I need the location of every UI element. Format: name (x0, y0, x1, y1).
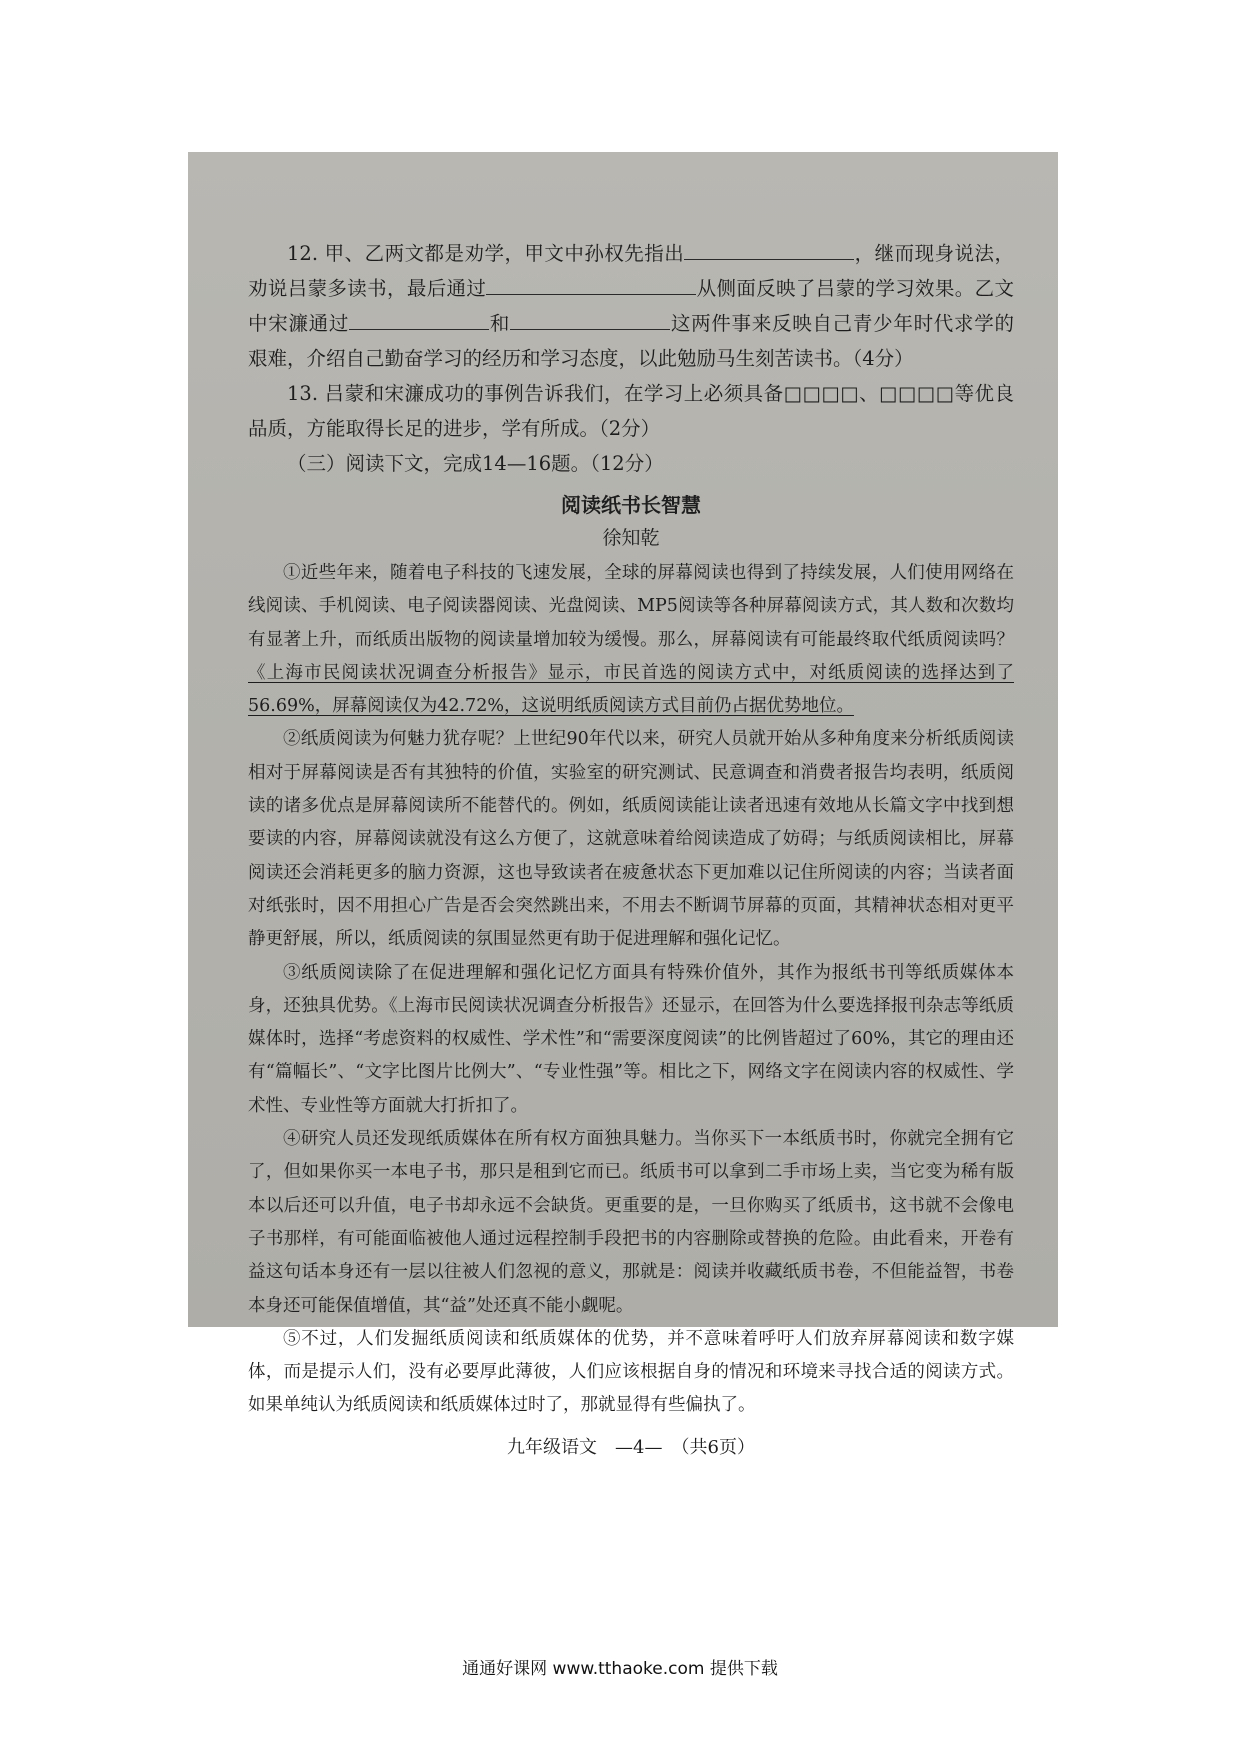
article-paragraph-1 (248, 557, 1014, 723)
section-3-instruction: （三）阅读下文，完成14—16题。（12分） (287, 452, 664, 475)
article-paragraph-4: ④研究人员还发现纸质媒体在所有权方面独具魅力。当你买下一本纸质书时，你就完全拥有它了，但如果你买一本电子书，那只是租到它而已。纸质书可以拿到二手市场上卖，当它变为稀有版本以后还可以升值，电子书却永远不会缺货。更重要的是，一旦你购买了纸质书，这书就不会像电子书那样，有可能面临被他人通过远程控制手段把书的内容删除或替换的危险。由此看来，开卷有益这句话本身还有一层以往被人们忽视的意义，那就是：阅读并收藏纸质书卷，不但能益智，书卷本身还可能保值增值，其“益”处还真不能小觑呢。 (248, 1129, 1014, 1316)
question-12 (248, 236, 1014, 376)
paragraph-1-underlined: 《上海市民阅读状况调查分析报告》显示，市民首选的阅读方式中，对纸质阅读的选择达到了56.69%，屏幕阅读仅为42.72%，这说明纸质阅读方式目前仍占据优势地位。 (248, 662, 1014, 717)
q12-text-4: 和 (489, 312, 511, 335)
article-title: 阅读纸书长智慧 (561, 493, 701, 517)
question-13 (248, 376, 1014, 446)
answer-blank-12c[interactable] (349, 307, 489, 330)
answer-boxes-13a[interactable]: □□□□ (783, 382, 860, 405)
article-author: 徐知乾 (602, 527, 660, 549)
page-footer: 九年级语文 —4— （共6页） (507, 1436, 755, 1458)
article-paragraph-2: ②纸质阅读为何魅力犹存呢？上世纪90年代以来，研究人员就开始从多种角度来分析纸质阅读相对于屏幕阅读是否有其独特的价值，实验室的研究测试、民意调查和消费者报告均表明，纸质阅读的诸多优点是屏幕阅读所不能替代的。例如，纸质阅读能让读者迅速有效地从长篇文字中找到想要读的内容，屏幕阅读就没有这么方便了，这就意味着给阅读造成了妨碍；与纸质阅读相比，屏幕阅读还会消耗更多的脑力资源，这也导致读者在疲惫状态下更加难以记住所阅读的内容；当读者面对纸张时，因不用担心广告是否会突然跳出来，不用去不断调节屏幕的页面，其精神状态相对更平静更舒展，所以，纸质阅读的氛围显然更有助于促进理解和强化记忆。 (248, 729, 1014, 950)
scanned-page-photo (188, 152, 1058, 1458)
q13-text-1: 13. 吕蒙和宋濂成功的事例告诉我们，在学习上必须具备 (287, 382, 784, 405)
q13-separator: 、 (859, 382, 880, 405)
q12-text-2: ，继而现身说法，劝说吕蒙多读书，最后通过 (248, 242, 1014, 300)
article-paragraph-5: ⑤不过，人们发掘纸质阅读和纸质媒体的优势，并不意味着呼吁人们放弃屏幕阅读和数字媒体，而是提示人们，没有必要厚此薄彼，人们应该根据自身的情况和环境来寻找合适的阅读方式。如果单纯认为纸质阅读和纸质媒体过时了，那就显得有些偏执了。 (248, 1328, 1014, 1416)
answer-blank-12d[interactable] (510, 307, 670, 330)
q12-text-1: 12. 甲、乙两文都是劝学，甲文中孙权先指出 (287, 242, 685, 265)
paragraph-1-text: ①近些年来，随着电子科技的飞速发展，全球的屏幕阅读也得到了持续发展，人们使用网络在线阅读、手机阅读、电子阅读器阅读、光盘阅读、MP5阅读等各种屏幕阅读方式，其人数和次数均有显著上升，而纸质出版物的阅读量增加较为缓慢。那么，屏幕阅读有可能最终取代纸质阅读吗？ (248, 563, 1014, 650)
answer-boxes-13b[interactable]: □□□□ (879, 382, 955, 405)
article-paragraph-3: ③纸质阅读除了在促进理解和强化记忆方面具有特殊价值外，其作为报纸书刊等纸质媒体本身，还独具优势。《上海市民阅读状况调查分析报告》还显示，在回答为什么要选择报刊杂志等纸质媒体时，选择“考虑资料的权威性、学术性”和“需要深度阅读”的比例皆超过了60%，其它的理由还有“篇幅长”、“文字比图片比例大”、“专业性强”等。相比之下，网络文字在阅读内容的权威性、学术性、专业性等方面就大打折扣了。 (248, 962, 1014, 1116)
source-credit: 通通好课网 www.tthaoke.com 提供下载 (462, 1659, 778, 1679)
answer-blank-12a[interactable] (684, 237, 854, 260)
q12-text-5: 这两件事来反映自己青少年时代求学的艰难，介绍自己勤奋学习的经历和学习态度，以此勉励马生刻苦读书。（4分） (248, 312, 1014, 370)
answer-blank-12b[interactable] (486, 272, 696, 295)
q12-text-3: 从侧面反映了吕蒙的学习效果。乙文中宋濂通过 (248, 277, 1014, 335)
q13-text-2: 等优良品质，方能取得长足的进步，学有所成。（2分） (248, 382, 1014, 440)
